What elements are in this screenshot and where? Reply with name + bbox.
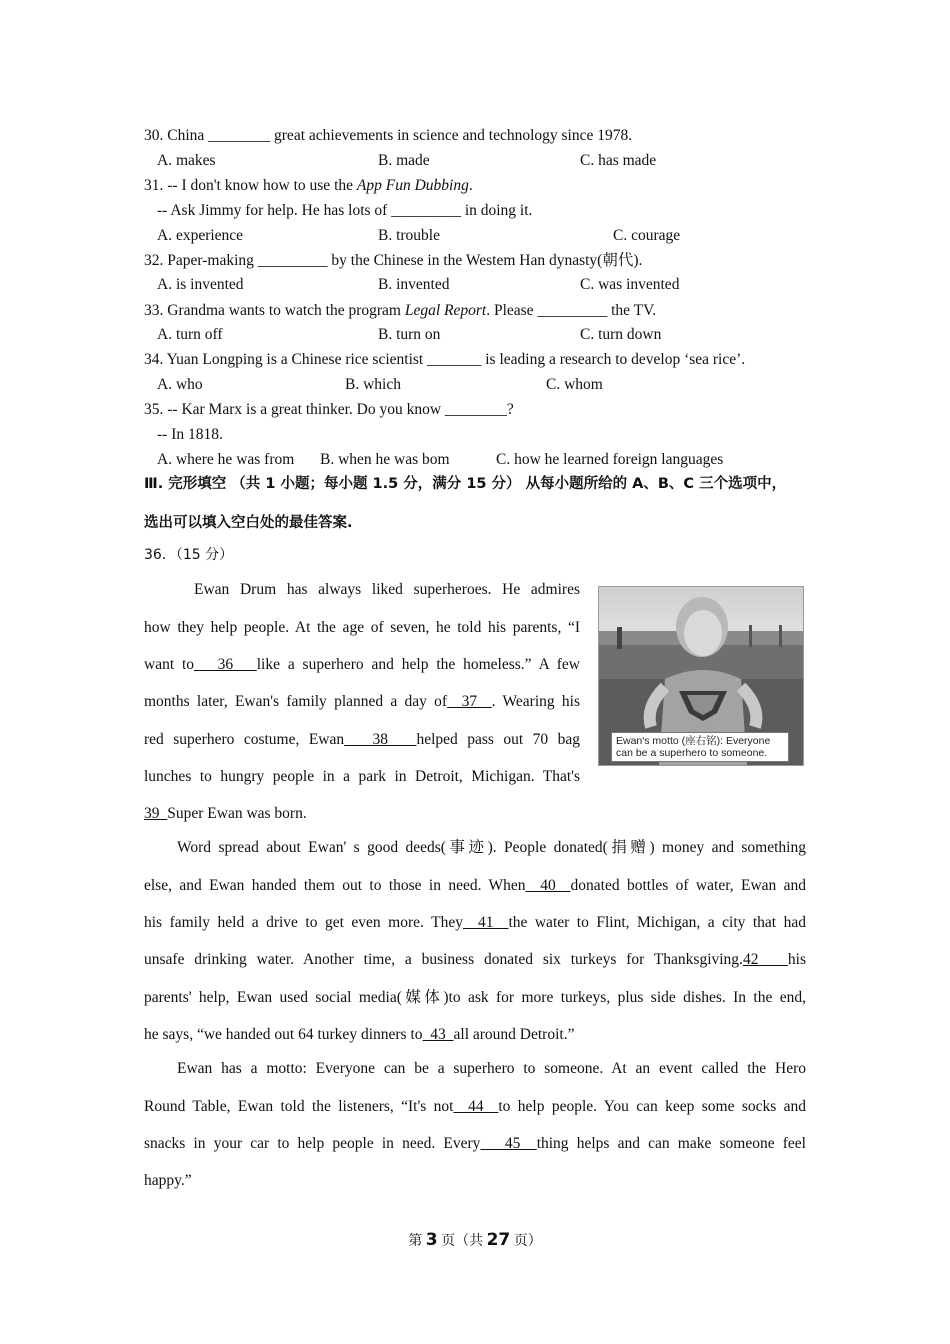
blank-44: 44 xyxy=(453,1098,499,1115)
passage-line: how they help people. At the age of seven, he told his parents, “I xyxy=(144,619,580,636)
photo-caption: Ewan's motto (座右铭): Everyone can be a superhero to someone. xyxy=(611,732,789,762)
q30-option-c: C. has made xyxy=(580,152,657,169)
q31-option-c: C. courage xyxy=(613,227,681,244)
q35-stem: 35. -- Kar Marx is a great thinker. Do you know ________? xyxy=(144,401,514,418)
blank-39: 39 xyxy=(144,805,168,822)
q32-option-a: A. is invented xyxy=(157,276,244,293)
passage-line: months later, Ewan's family planned a day of 37 . Wearing his xyxy=(144,693,580,710)
blank-38: 38 xyxy=(344,731,417,748)
passage-line: happy.” xyxy=(144,1172,192,1189)
question-number: 36．（15 分） xyxy=(144,547,234,563)
passage-line: red superhero costume, Ewan 38 helped pass out 70 bag xyxy=(144,731,581,748)
q34-option-c: C. whom xyxy=(546,376,603,393)
blank-36: 36 xyxy=(194,656,257,673)
q33-option-a: A. turn off xyxy=(157,326,223,343)
passage-line: Round Table, Ewan told the listeners, “It's not 44 to help people. You can keep some socks and xyxy=(144,1098,807,1115)
passage-line: unsafe drinking water. Another time, a business donated six turkeys for Thanksgiving.42 his xyxy=(144,951,806,968)
passage-line: Ewan Drum has always liked superheroes. He admires xyxy=(194,581,580,598)
q31-option-b: B. trouble xyxy=(378,227,440,244)
page-total: 27 xyxy=(486,1230,511,1250)
q31-stem-reply: -- Ask Jimmy for help. He has lots of _________ in doing it. xyxy=(157,202,533,219)
q33-stem: 33. Grandma wants to watch the program Legal Report. Please _________ the TV. xyxy=(144,302,657,319)
q32-option-c: C. was invented xyxy=(580,276,680,293)
page-footer: 第 3 页（共 27 页） xyxy=(408,1230,542,1250)
q32-stem: 32. Paper-making _________ by the Chinese in the Westem Han dynasty(朝代). xyxy=(144,252,643,269)
q35-option-a: A. where he was from xyxy=(157,451,295,468)
q30-option-a: A. makes xyxy=(157,152,216,169)
q30-stem: 30. China ________ great achievements in science and technology since 1978. xyxy=(144,127,633,144)
passage-line: want to 36 like a superhero and help the homeless.” A few xyxy=(144,656,580,673)
passage-line: he says, “we handed out 64 turkey dinners to 43 all around Detroit.” xyxy=(144,1026,575,1043)
page-number: 3 xyxy=(425,1230,438,1250)
passage-line: lunches to hungry people in a park in Detroit, Michigan. That's xyxy=(144,768,580,785)
passage-line: snacks in your car to help people in need. Every 45 thing helps and can make someone feel xyxy=(144,1135,806,1152)
blank-42: 42 xyxy=(742,951,788,968)
passage-line: his family held a drive to get even more. They 41 the water to Flint, Michigan, a city that had xyxy=(144,914,806,931)
q31-option-a: A. experience xyxy=(157,227,244,244)
blank-41: 41 xyxy=(462,914,509,931)
q34-option-a: A. who xyxy=(157,376,203,393)
passage-line: Word spread about Ewan' s good deeds(事迹). People donated(捐赠) money and something xyxy=(177,839,806,856)
section-heading-cont: 选出可以填入空白处的最佳答案. xyxy=(144,515,353,531)
q35-option-c: C. how he learned foreign languages xyxy=(496,451,724,468)
q32-option-b: B. invented xyxy=(378,276,450,293)
ewan-photo xyxy=(598,586,804,766)
q33-option-c: C. turn down xyxy=(580,326,662,343)
q30-option-b: B. made xyxy=(378,152,430,169)
q35-option-b: B. when he was bom xyxy=(320,451,450,468)
blank-37: 37 xyxy=(447,693,492,710)
blank-45: 45 xyxy=(480,1135,537,1152)
passage-line: 39 Super Ewan was born. xyxy=(144,805,307,822)
q34-stem: 34. Yuan Longping is a Chinese rice scientist _______ is leading a research to develop ‘sea rice’. xyxy=(144,351,746,368)
q35-stem-reply: -- In 1818. xyxy=(157,426,223,443)
section-heading: Ⅲ. 完形填空 （共 1 小题；每小题 1.5 分，满分 15 分） 从每小题所给的 A、B、C 三个选项中， xyxy=(144,476,787,492)
q31-stem: 31. -- I don't know how to use the App Fun Dubbing. xyxy=(144,177,473,194)
passage-line: else, and Ewan handed them out to those in need. When 40 donated bottles of water, Ewan and xyxy=(144,877,807,894)
passage-line: parents' help, Ewan used social media(媒体)to ask for more turkeys, plus side dishes. In the end, xyxy=(144,989,806,1006)
q33-option-b: B. turn on xyxy=(378,326,441,343)
q34-option-b: B. which xyxy=(345,376,401,393)
blank-43: 43 xyxy=(422,1026,454,1043)
passage-line: Ewan has a motto: Everyone can be a superhero to someone. At an event called the Hero xyxy=(177,1060,806,1077)
blank-40: 40 xyxy=(525,877,571,894)
